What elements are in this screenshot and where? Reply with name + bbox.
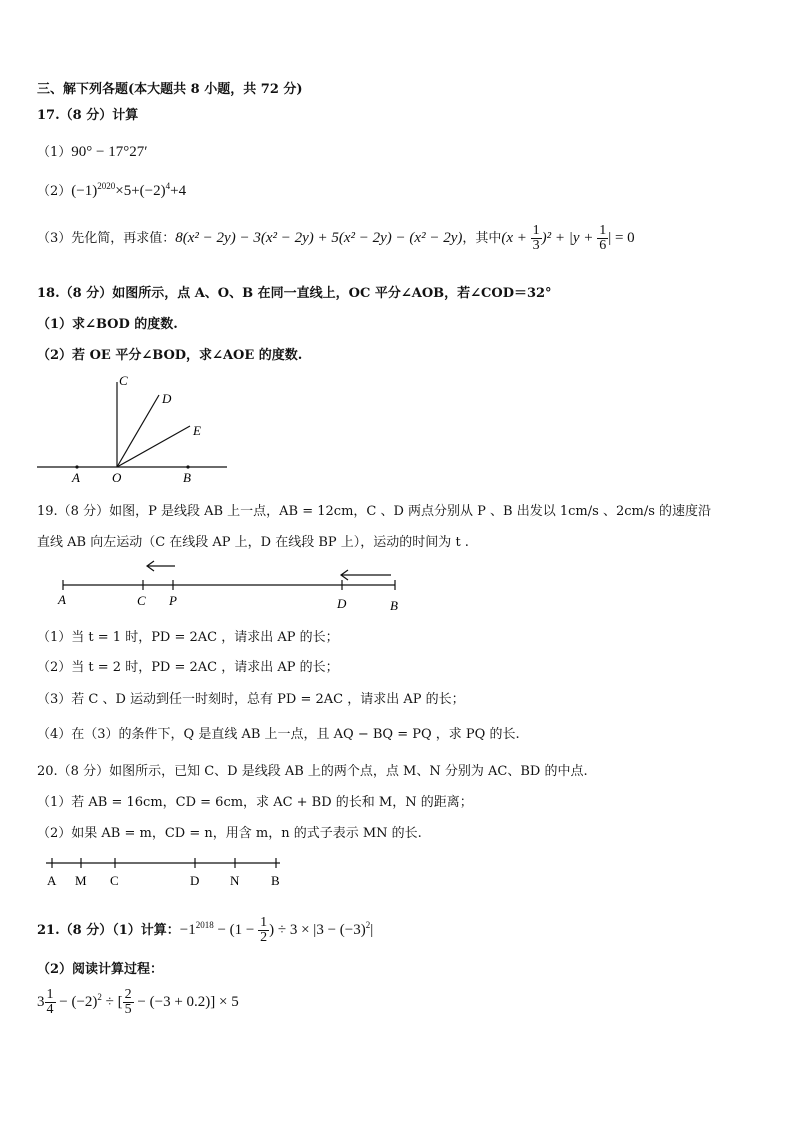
label-p: P: [169, 593, 177, 608]
q21-part2: （2）阅读计算过程：: [37, 962, 164, 977]
label-b: B: [390, 598, 398, 613]
q20-segment-figure: [40, 853, 290, 897]
q19-part4: （4）在（3）的条件下，Q 是直线 AB 上一点，且 AQ − BQ = PQ ，求 PQ 的长.: [37, 727, 520, 742]
label-o: O: [112, 470, 122, 485]
q20-part2: （2）如果 AB = m，CD = n，用含 m，n 的式子表示 MN 的长.: [37, 826, 422, 841]
label-a: A: [72, 470, 80, 485]
q20-part1: （1）若 AB = 16cm，CD = 6cm，求 AC + BD 的长和 M，N 的距离；: [37, 795, 473, 810]
label-a: A: [47, 873, 57, 888]
point-a: [75, 465, 78, 468]
q17-part1: （1）90° − 17°27′: [37, 144, 148, 160]
q20-head: 20.（8 分）如图所示，已知 C、D 是线段 AB 上的两个点，点 M、N 分别为 AC、BD 的中点.: [37, 764, 588, 779]
q19-part1: （1）当 t = 1 时，PD = 2AC ，请求出 AP 的长；: [37, 630, 339, 645]
label-a: A: [58, 592, 66, 607]
label-c: C: [137, 593, 146, 608]
q19-part2: （2）当 t = 2 时，PD = 2AC ，请求出 AP 的长；: [37, 660, 339, 675]
label-c: C: [119, 373, 128, 388]
q19-segment-figure: [55, 555, 405, 619]
label-n: N: [230, 873, 240, 888]
q19-head: 19.（8 分）如图，P 是线段 AB 上一点，AB = 12cm，C 、D 两点分别从 P 、B 出发以 1cm/s 、2cm/s 的速度沿: [37, 504, 712, 519]
q18-head: 18.（8 分）如图所示，点 A、O、B 在同一直线上，OC 平分∠AOB，若∠COD＝32°: [37, 286, 552, 301]
q21-head: 21.（8 分）（1）计算：$-1^{2018} - (1$ − $\frac{1}{2}$ ) ÷ $3 \times |3 - (-3)^2|$: [37, 915, 374, 945]
label-c: C: [110, 873, 119, 888]
label-m: M: [75, 873, 87, 888]
q19-part3: （3）若 C 、D 运动到任一时刻时，总有 PD = 2AC ，请求出 AP 的长；: [37, 692, 465, 707]
ray-oe: [117, 426, 190, 467]
q18-angle-figure: [35, 368, 235, 492]
q17-part2: $(2)(-1)^{2020}\times 5+(-2)^4+4$: [37, 181, 187, 199]
section-title: 三、解下列各题(本大题共 8 小题，共 72 分): [37, 82, 303, 97]
label-b: B: [183, 470, 191, 485]
point-b: [186, 465, 189, 468]
q17-head: 17.（8 分）计算: [37, 108, 139, 123]
label-d: D: [162, 391, 172, 406]
arrow-left-icon-c: [147, 561, 175, 571]
label-d: D: [190, 873, 200, 888]
label-b: B: [271, 873, 280, 888]
arrow-left-icon-d: [341, 570, 391, 580]
label-d: D: [337, 596, 347, 611]
q21-part2-expr: 3 $\frac{1}{4}$ − $(-2)^2$ ÷ [ $\frac{2}{5}$ − (−3 + 0.2)] × 5: [37, 987, 239, 1017]
label-e: E: [193, 423, 201, 438]
q17-part3: （3）先化简，再求值：8(x² − 2y) − 3(x² − 2y) + 5(x² − 2y) − (x² − 2y)，其中(x + $\frac{1}{3}$ )² + |y + $\frac{1}{6}$ | = 0: [37, 223, 635, 253]
q18-part1: （1）求∠BOD 的度数.: [37, 317, 178, 332]
q18-part2: （2）若 OE 平分∠BOD，求∠AOE 的度数.: [37, 348, 303, 363]
ray-od: [117, 395, 159, 467]
q19-head2: 直线 AB 向左运动（C 在线段 AP 上，D 在线段 BP 上），运动的时间为 t .: [37, 535, 469, 550]
